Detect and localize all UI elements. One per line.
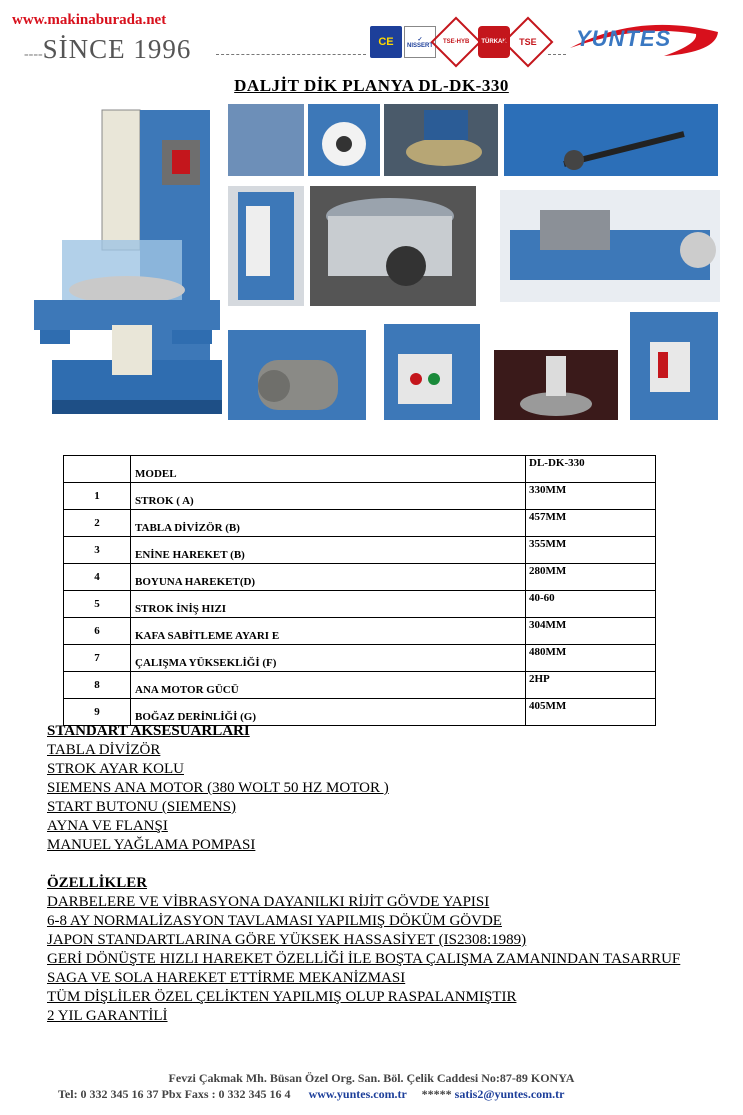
- pump-icon: [630, 312, 718, 420]
- footer-website-link[interactable]: www.yuntes.com.tr: [308, 1087, 407, 1101]
- table-row: [64, 645, 656, 672]
- lever-icon: [504, 104, 718, 176]
- list-item: STROK AYAR KOLU: [47, 761, 184, 777]
- photo-chuck-table: [384, 104, 498, 176]
- table-row: [64, 618, 656, 645]
- row-label: STROK ( A): [131, 483, 526, 510]
- nissert-logo-icon: ✓ NISSERT: [404, 26, 436, 58]
- nissert-label: NISSERT: [406, 42, 433, 49]
- list-item: SIEMENS ANA MOTOR (380 WOLT 50 HZ MOTOR ): [47, 780, 389, 796]
- row-label: BOĞAZ DERİNLİĞİ (G): [131, 699, 526, 726]
- table-cell: [64, 456, 131, 483]
- accessories-section: [47, 722, 389, 855]
- turkak-label: TÜRKAK: [481, 39, 507, 45]
- row-value: 280MM: [526, 564, 656, 591]
- table-row: [64, 483, 656, 510]
- table-header-row: [64, 456, 656, 483]
- row-number: 1: [64, 483, 131, 510]
- photo-start-button: [384, 324, 480, 420]
- since-text: SİNCE 1996: [42, 34, 192, 64]
- accessories-heading: STANDART AKSESUARLARI: [47, 723, 250, 739]
- table-motion-icon: [500, 190, 720, 302]
- photo-motor: [228, 330, 366, 420]
- slide-icon: [228, 186, 304, 306]
- list-item: DARBELERE VE VİBRASYONA DAYANILKI RİJİT GÖVDE YAPISI: [47, 894, 490, 910]
- spec-table: [63, 455, 656, 726]
- row-label: ANA MOTOR GÜCÜ: [131, 672, 526, 699]
- chuck-icon: [384, 104, 498, 176]
- site-url[interactable]: www.makinaburada.net: [12, 12, 167, 28]
- row-number: 3: [64, 537, 131, 564]
- photo-slide: [228, 186, 304, 306]
- chuck-detail-icon: [494, 350, 618, 420]
- row-value: 330MM: [526, 483, 656, 510]
- row-number: 8: [64, 672, 131, 699]
- table-row: [64, 510, 656, 537]
- tse-hyb-logo-icon: [431, 17, 482, 68]
- list-item: AYNA VE FLANŞI: [47, 818, 168, 834]
- list-item: JAPON STANDARTLARINA GÖRE YÜKSEK HASSASİYET (IS2308:1989): [47, 932, 527, 948]
- footer-email-link[interactable]: satis2@yuntes.com.tr: [454, 1087, 565, 1101]
- photo-divider-table: [310, 186, 476, 306]
- row-value: 304MM: [526, 618, 656, 645]
- gauge-icon: [308, 104, 380, 176]
- row-value: 480MM: [526, 645, 656, 672]
- list-item: TÜM DİŞLİLER ÖZEL ÇELİKTEN YAPILMIŞ OLUP RASPALANMIŞTIR: [47, 989, 517, 1005]
- machine-illustration-icon: [22, 100, 222, 420]
- brand-name: YUNTES: [576, 26, 672, 51]
- list-item: TABLA DİVİZÖR: [47, 742, 161, 758]
- row-label: TABLA DİVİZÖR (B): [131, 510, 526, 537]
- since-slogan: [24, 34, 191, 65]
- footer-phone: Tel: 0 332 345 16 37 Pbx Faxs : 0 332 345 16 4: [58, 1087, 291, 1101]
- header-rule: [216, 54, 366, 55]
- table-row: [64, 564, 656, 591]
- row-label: KAFA SABİTLEME AYARI E: [131, 618, 526, 645]
- table-header-value: DL-DK-330: [526, 456, 656, 483]
- list-item: GERİ DÖNÜŞTE HIZLI HAREKET ÖZELLİĞİ İLE BOŞTA ÇALIŞMA ZAMANINDAN TASARRUF: [47, 951, 681, 967]
- motor-icon: [228, 330, 366, 420]
- row-number: 9: [64, 699, 131, 726]
- photo-lubrication-pump: [630, 312, 718, 420]
- table-header-model: MODEL: [131, 456, 526, 483]
- brand-logo: [568, 18, 720, 58]
- tse-label: TSE: [519, 36, 537, 47]
- ce-mark-label: CE: [378, 36, 394, 48]
- photo-main-machine: [22, 100, 222, 420]
- list-item: START BUTONU (SIEMENS): [47, 799, 237, 815]
- photo-stroke-gauge: [308, 104, 380, 176]
- photo-head-detail: [228, 104, 304, 176]
- features-section: [47, 874, 680, 1026]
- list-item: 6-8 AY NORMALİZASYON TAVLAMASI YAPILMIŞ DÖKÜM GÖVDE: [47, 913, 502, 929]
- ce-mark-icon: [370, 26, 402, 58]
- page-title: DALJİT DİK PLANYA DL-DK-330: [234, 76, 509, 95]
- row-label: BOYUNA HAREKET(D): [131, 564, 526, 591]
- header-rule-right: [548, 54, 566, 55]
- row-value: 40-60: [526, 591, 656, 618]
- list-item: SAGA VE SOLA HAREKET ETTİRME MEKANİZMASI: [47, 970, 406, 986]
- tse-hyb-label: TSE-HYB: [442, 39, 470, 45]
- tse-logo-icon: [503, 17, 554, 68]
- row-number: 7: [64, 645, 131, 672]
- photo-table-motion: [500, 190, 720, 302]
- row-number: 2: [64, 510, 131, 537]
- rotary-table-icon: [310, 186, 476, 306]
- list-item: MANUEL YAĞLAMA POMPASI: [47, 837, 256, 853]
- row-number: 4: [64, 564, 131, 591]
- table-row: [64, 672, 656, 699]
- row-value: 457MM: [526, 510, 656, 537]
- row-label: ÇALIŞMA YÜKSEKLİĞİ (F): [131, 645, 526, 672]
- row-value: 2HP: [526, 672, 656, 699]
- footer-address: Fevzi Çakmak Mh. Büsan Özel Org. San. Böl. Çelik Caddesi No:87-89 KONYA: [168, 1071, 575, 1085]
- table-row: [64, 537, 656, 564]
- photo-chuck: [494, 350, 618, 420]
- footer-contact: [58, 1087, 565, 1102]
- row-number: 6: [64, 618, 131, 645]
- list-item: 2 YIL GARANTİLİ: [47, 1008, 168, 1024]
- since-dashes: ----: [24, 47, 43, 62]
- footer-stars: *****: [421, 1087, 452, 1101]
- row-value: 355MM: [526, 537, 656, 564]
- photo-lever-detail: [504, 104, 718, 176]
- start-button-icon: [384, 324, 480, 420]
- features-heading: ÖZELLİKLER: [47, 875, 148, 891]
- row-number: 5: [64, 591, 131, 618]
- table-row: [64, 591, 656, 618]
- row-value: 405MM: [526, 699, 656, 726]
- row-label: STROK İNİŞ HIZI: [131, 591, 526, 618]
- row-label: ENİNE HAREKET (B): [131, 537, 526, 564]
